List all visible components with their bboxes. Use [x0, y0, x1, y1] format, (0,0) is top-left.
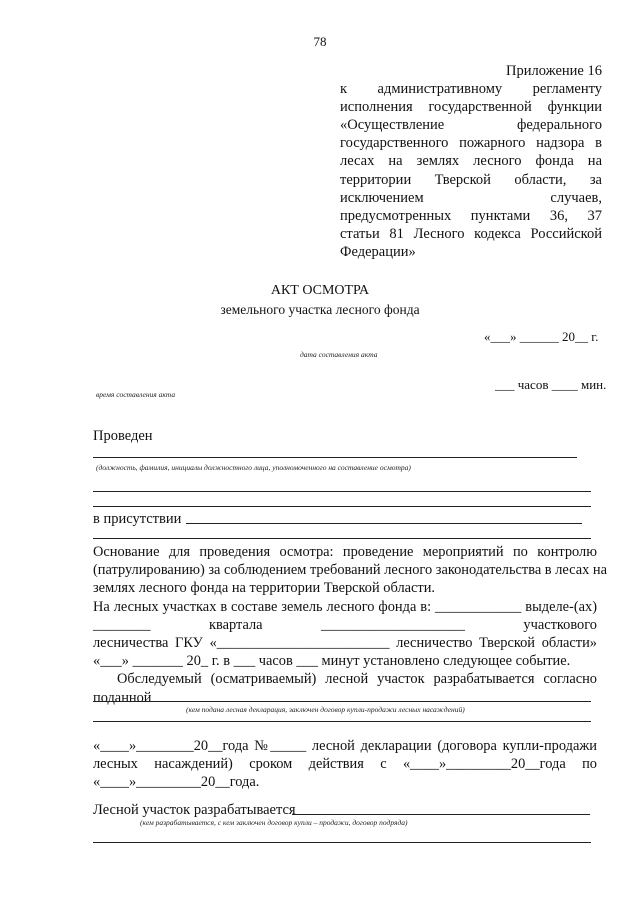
appendix-line: к административному регламенту [340, 81, 602, 98]
appendix-line: исполнения государственной функции [340, 99, 602, 116]
declaration-line: «____»________20__года №_____ лесной декларации (договора купли-продажи [93, 738, 597, 754]
appendix-line: государственного пожарного надзора в [340, 135, 602, 152]
declaration-paragraph [93, 737, 597, 792]
appendix-line: территории Тверской области, за [340, 171, 602, 188]
time-caption: время составления акта [96, 390, 176, 399]
date-caption: дата составления акта [300, 350, 378, 359]
official-caption: (должность, фамилия, инициалы должностного лица, уполномоченного на составление осмотра) [96, 463, 411, 472]
basis-line: Основание для проведения осмотра: проведение мероприятий по контролю [93, 544, 597, 560]
time-field[interactable]: ___ часов ____ мин. [495, 377, 607, 392]
plots-line: ________ квартала ____________________ участкового [93, 616, 597, 633]
presence-input-line-2[interactable] [93, 538, 591, 539]
appendix-line: исключением случаев, [340, 189, 602, 206]
developed-line: Обследуемый (осматриваемый) лесной участок разрабатывается согласно [117, 671, 597, 688]
plots-line: лесничества ГКУ «________________________ лесничество Тверской области» [93, 635, 597, 652]
basis-line: землях лесного фонда на территории Тверской области. [93, 580, 436, 597]
plots-line: «___» _______ 20_ г. в ___ часов ___ минут установлено следующее событие. [93, 653, 571, 670]
date-field[interactable]: «___» ______ 20__ г. [484, 329, 599, 344]
declaration-line: лесных насаждений) сроком действия с «____»_________20__года по [93, 756, 597, 773]
presence-label: в присутствии [93, 511, 182, 527]
declaration-input-line-2[interactable] [93, 721, 591, 722]
appendix-line: лесах на землях лесного фонда на [340, 153, 602, 170]
official-input-line-2[interactable] [93, 491, 591, 492]
developer-label: Лесной участок разрабатывается [93, 802, 296, 818]
act-subtitle: земельного участка лесного фонда [220, 302, 420, 317]
developer-input-line[interactable] [292, 814, 590, 815]
basis-paragraph [93, 543, 607, 707]
page-number: 78 [313, 34, 327, 49]
developed-line: поданной [93, 689, 152, 706]
declaration-line: «____»_________20__года. [93, 774, 260, 791]
official-input-line-3[interactable] [93, 506, 591, 507]
official-input-line[interactable] [93, 457, 577, 458]
developer-input-line-2[interactable] [93, 842, 591, 843]
plots-line: На лесных участках в составе земель лесного фонда в: ____________ выделе-(ах) [93, 598, 597, 615]
appendix-line: Федерации» [340, 243, 416, 260]
conducted-label: Проведен [93, 428, 153, 444]
developer-caption: (кем разрабатывается, с кем заключен договор купли – продажи, договор подряда) [140, 818, 408, 827]
appendix-note [340, 62, 602, 261]
appendix-line: предусмотренных пунктами 36, 37 [340, 207, 602, 224]
basis-line: (патрулированию) за соблюдением требований лесного законодательства в лесах на [93, 562, 607, 579]
declaration-input-line[interactable] [93, 701, 591, 702]
declaration-caption: (кем подана лесная декларация, заключен договор купли-продажи лесных насаждений) [186, 705, 465, 714]
presence-input-line[interactable] [186, 523, 582, 524]
appendix-line: «Осуществление федерального [340, 117, 602, 134]
appendix-line: статьи 81 Лесного кодекса Российской [340, 225, 602, 242]
act-title: АКТ ОСМОТРА [270, 283, 370, 298]
appendix-line: Приложение 16 [506, 63, 602, 79]
